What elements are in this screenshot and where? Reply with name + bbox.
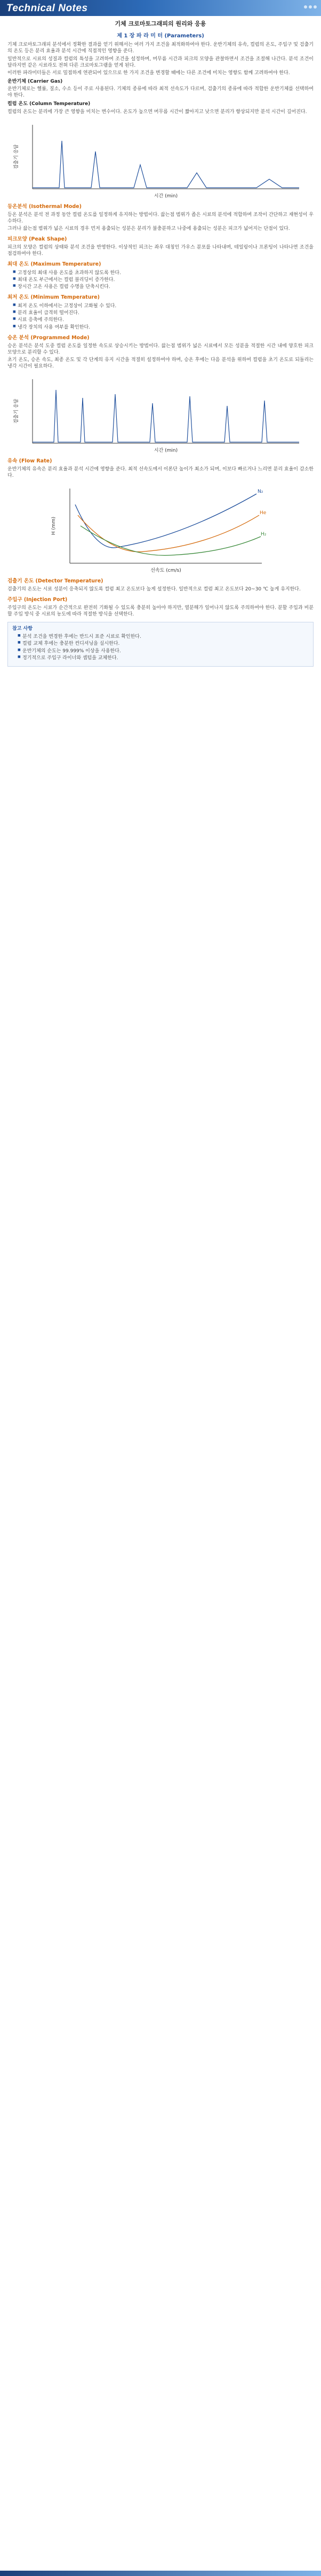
chart-isothermal	[7, 119, 314, 199]
footer-bar	[0, 2571, 321, 2576]
chromatogram-trace	[33, 390, 299, 442]
paragraph: 검출기의 온도는 시료 성분이 응축되지 않도록 컬럼 최고 온도보다 높게 설정한다. 일반적으로 컬럼 최고 온도보다 20~30 ℃ 높게 유지한다.	[7, 586, 301, 592]
list-item: ■ 냉각 장치의 사용 여부를 확인한다.	[13, 324, 314, 331]
section-heading: 승온 분석 (Programmed Mode)	[7, 334, 90, 341]
chromatogram-trace	[33, 141, 299, 188]
section-parameters	[7, 33, 314, 115]
section-heading: 제 1 장 파 라 미 터 (Parameters)	[117, 33, 204, 39]
section-heading: 주입구 (Injection Port)	[7, 597, 68, 603]
list-item: ■ 고정상의 최대 사용 온도를 초과하지 않도록 한다.	[13, 270, 314, 276]
series-line-h2	[81, 526, 261, 555]
paragraph: 이러한 파라미터들은 서로 밀접하게 연관되어 있으므로 한 가지 조건을 변경할 때에는 다른 조건에 미치는 영향도 함께 고려하여야 한다.	[7, 70, 290, 76]
paragraph: 등온 분석은 분석 전 과정 동안 컬럼 온도를 일정하게 유지하는 방법이다. 끓는점 범위가 좁은 시료의 분석에 적합하며 조작이 간단하고 재현성이 우수하다.	[7, 212, 314, 224]
paragraph: 운반기체의 유속은 분리 효율과 분석 시간에 영향을 준다. 최적 선속도에서 이론단 높이가 최소가 되며, 이보다 빠르거나 느리면 분리 효율이 감소한다.	[7, 466, 314, 479]
series-line-n2	[75, 494, 256, 548]
subsection-label: 컬럼 온도 (Column Temperature)	[7, 101, 91, 107]
section-heading: 피크모양 (Peak Shape)	[7, 236, 67, 242]
section-max-temp	[7, 261, 314, 290]
section-min-temp	[7, 294, 314, 330]
paragraph: 초기 온도, 승온 속도, 최종 온도 및 각 단계의 유지 시간을 적절히 설정하여야 하며, 승온 후에는 다음 분석을 위하여 컬럼을 초기 온도로 되돌리는 냉각 시간이 필요하다.	[7, 357, 314, 369]
list-item: ■ 최대 온도 부근에서는 컬럼 블리딩이 증가한다.	[13, 277, 314, 283]
section-heading: 최저 온도 (Minimum Temperature)	[7, 294, 100, 301]
notes-title: 참고 사항	[12, 626, 33, 632]
series-label: H₂	[261, 532, 267, 538]
list-item: ■ 분석 조건을 변경한 후에는 반드시 표준 시료로 확인한다.	[18, 634, 309, 640]
paragraph: 주입구의 온도는 시료가 순간적으로 완전히 기화될 수 있도록 충분히 높아야 하지만, 열분해가 일어나지 않도록 주의하여야 한다. 분할 주입과 비분할 주입 방식 중 시료의 농도에 따라 적절한 방식을 선택한다.	[7, 605, 314, 618]
list-item: ■ 분리 효율이 급격히 떨어진다.	[13, 310, 314, 316]
series-label: N₂	[258, 489, 263, 495]
isothermal-chart-svg	[11, 119, 310, 199]
banner-dots-icon	[302, 4, 317, 11]
section-detector-temp	[7, 578, 314, 593]
notes-box	[7, 622, 314, 667]
subsection-label: 운반기체 (Carrier Gas)	[7, 79, 63, 85]
y-axis-label: 검출기 응답	[14, 144, 19, 169]
section-peak-shape	[7, 236, 314, 257]
banner-title: Technical Notes	[6, 3, 88, 14]
x-axis-label: 시간 (min)	[154, 448, 178, 454]
chart-van-deemter	[7, 483, 314, 574]
section-heading: 최대 온도 (Maximum Temperature)	[7, 261, 101, 268]
x-axis-label: 선속도 (cm/s)	[150, 568, 181, 574]
programmed-chart-svg	[11, 374, 310, 454]
section-programmed	[7, 335, 314, 370]
paragraph: 일반적으로 시료의 성질과 컬럼의 특성을 고려하여 조건을 설정하며, 머무름 시간과 피크의 모양을 관찰하면서 조건을 조절해 나간다. 분석 조건이 달라지면 같은 시료라도 전혀 다른 크로마토그램을 얻게 된다.	[7, 56, 314, 68]
section-flow-rate	[7, 458, 314, 479]
van-deemter-chart-svg	[49, 483, 272, 574]
x-axis-label: 시간 (min)	[154, 193, 178, 199]
y-axis-label: 검출기 응답	[14, 398, 19, 424]
paragraph: 컬럼의 온도는 분리에 가장 큰 영향을 미치는 변수이다. 온도가 높으면 머무름 시간이 짧아지고 낮으면 분리가 향상되지만 분석 시간이 길어진다.	[7, 109, 307, 115]
document-title: 기체 크로마토그래피의 원리와 응용	[115, 20, 206, 27]
bullet-list	[13, 303, 314, 331]
notes-box-wrapper	[7, 622, 314, 667]
list-item: ■ 장시간 고온 사용은 컬럼 수명을 단축시킨다.	[13, 284, 314, 290]
section-heading: 유속 (Flow Rate)	[7, 458, 52, 465]
paragraph: 승온 분석은 분석 도중 컬럼 온도를 일정한 속도로 상승시키는 방법이다. 끓는점 범위가 넓은 시료에서 모든 성분을 적절한 시간 내에 양호한 피크 모양으로 분리할 수 있다.	[7, 343, 314, 355]
series-label: He	[260, 510, 267, 516]
section-heading: 등온분석 (Isothermal Mode)	[7, 203, 82, 210]
section-injection-port	[7, 597, 314, 618]
list-item: ■ 컬럼 교체 후에는 충분한 컨디셔닝을 실시한다.	[18, 641, 309, 647]
paragraph: 그러나 끓는점 범위가 넓은 시료의 경우 먼저 용출되는 성분은 분리가 불충분하고 나중에 용출되는 성분은 피크가 넓어지는 단점이 있다.	[7, 226, 290, 231]
bullet-list	[18, 634, 309, 661]
paragraph: 피크의 모양은 컬럼의 상태와 분석 조건을 반영한다. 이상적인 피크는 좌우 대칭인 가우스 분포를 나타내며, 테일링이나 프론팅이 나타나면 조건을 점검하여야 한다.	[7, 244, 314, 257]
paragraph: 운반기체로는 헬륨, 질소, 수소 등이 주로 사용된다. 기체의 종류에 따라 최적 선속도가 다르며, 검출기의 종류에 따라 적합한 운반기체를 선택하여야 한다.	[7, 86, 314, 99]
list-item: ■ 최저 온도 이하에서는 고정상이 고화될 수 있다.	[13, 303, 314, 309]
bullet-list	[13, 270, 314, 290]
section-isothermal	[7, 204, 314, 232]
paragraph: 기체 크로마토그래피 분석에서 정확한 결과를 얻기 위해서는 여러 가지 조건을 최적화하여야 한다. 운반기체의 유속, 컬럼의 온도, 주입구 및 검출기의 온도 등은 분리 효율과 분석 시간에 직접적인 영향을 준다.	[7, 42, 314, 54]
y-axis-label: H (mm)	[51, 517, 57, 535]
list-item: ■ 정기적으로 주입구 라이너와 셉텀을 교체한다.	[18, 655, 309, 661]
header-banner	[0, 0, 321, 16]
list-item: ■ 시료 응축에 주의한다.	[13, 317, 314, 323]
section-heading: 검출기 온도 (Detector Temperature)	[7, 578, 103, 585]
chart-programmed	[7, 374, 314, 454]
list-item: ■ 운반기체의 순도는 99.999% 이상을 사용한다.	[18, 648, 309, 654]
